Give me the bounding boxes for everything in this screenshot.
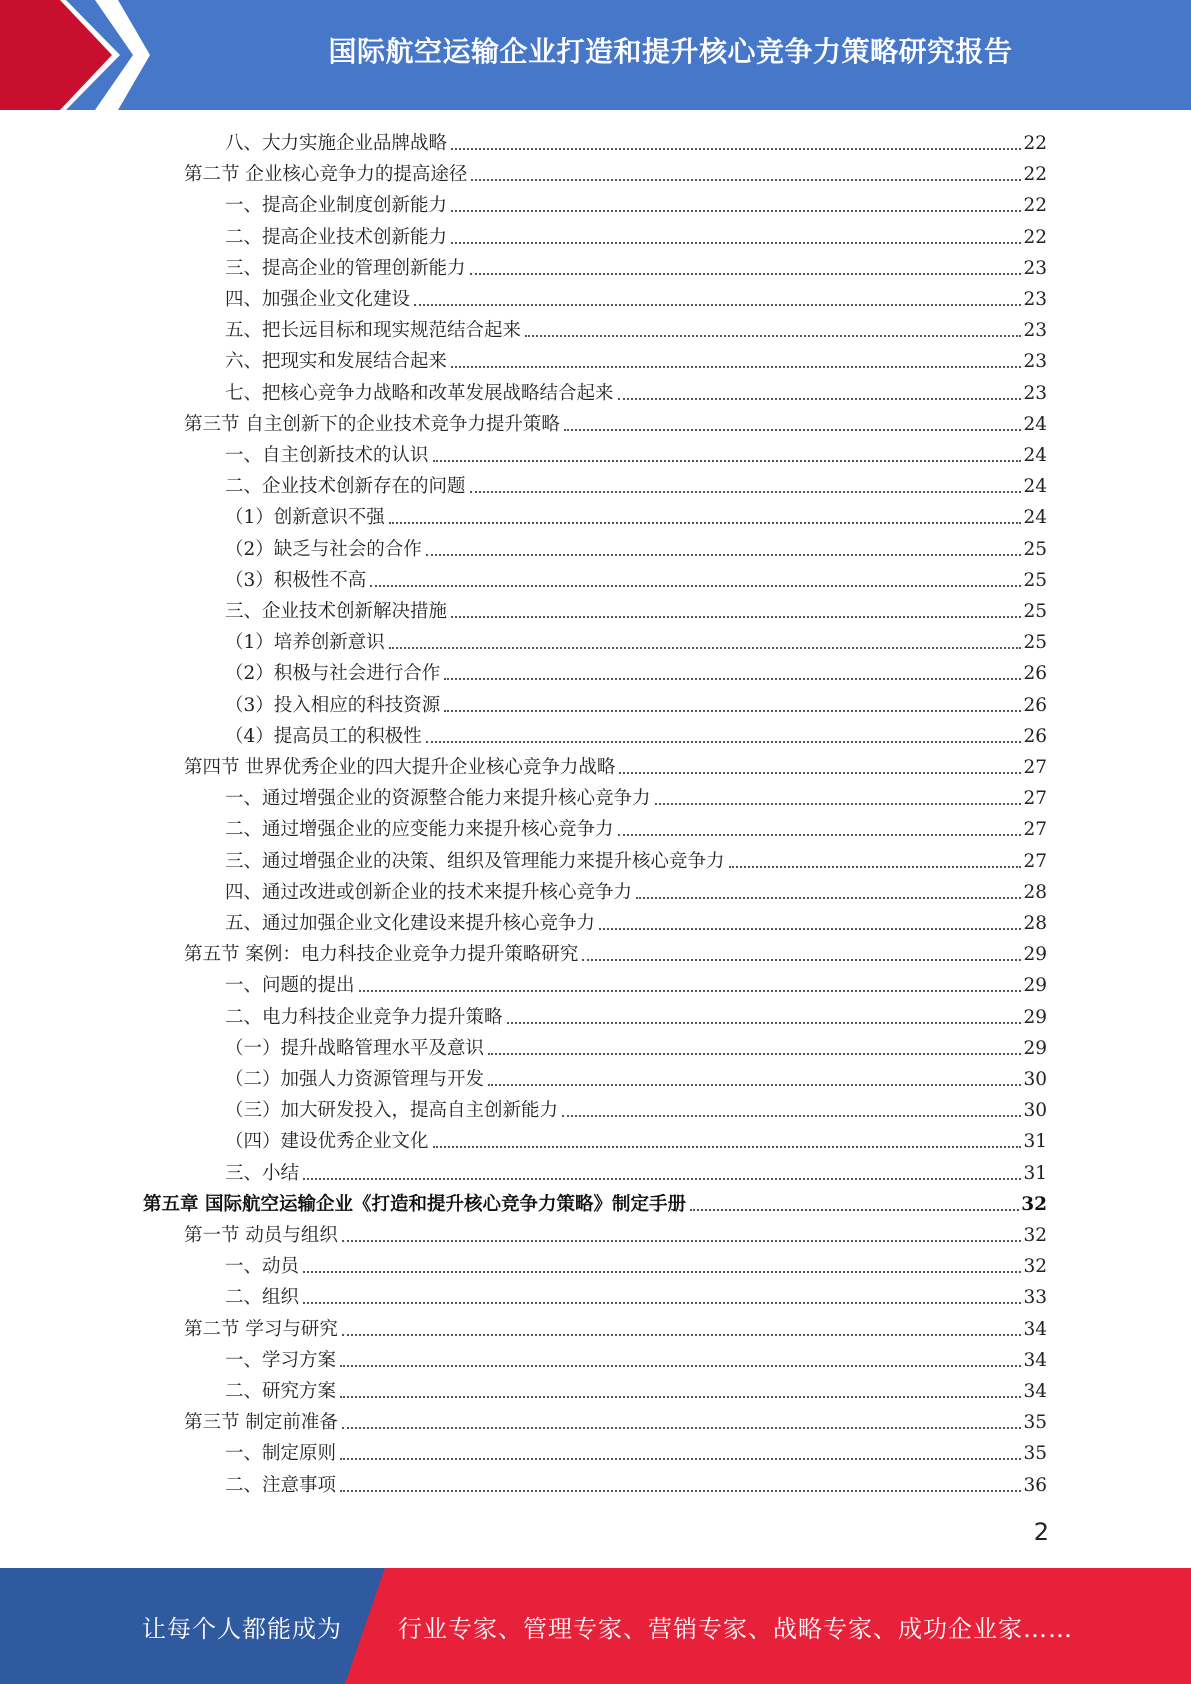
toc-entry-page: 30 <box>1023 1069 1047 1090</box>
toc-entry-page: 28 <box>1023 882 1047 903</box>
toc-subsection-entry[interactable] <box>225 565 1047 596</box>
toc-dot-leader <box>389 647 1022 649</box>
toc-dot-leader <box>525 335 1021 337</box>
toc-entry-page: 35 <box>1023 1443 1047 1464</box>
toc-dot-leader <box>729 866 1022 868</box>
toc-dot-leader <box>303 1271 1021 1273</box>
toc-section-entry[interactable] <box>184 1314 1047 1345</box>
toc-entry-title: 二、电力科技企业竞争力提升策略 <box>225 1007 503 1028</box>
toc-entry-title: （1）培养创新意识 <box>225 632 385 653</box>
toc-dot-leader <box>451 366 1021 368</box>
toc-dot-leader <box>342 1334 1022 1336</box>
toc-entry-page: 23 <box>1023 258 1047 279</box>
toc-entry-title: （1）创新意识不强 <box>225 507 385 528</box>
toc-subsection-entry[interactable] <box>225 440 1047 471</box>
toc-section-entry[interactable] <box>184 752 1047 783</box>
toc-entry-title: 六、把现实和发展结合起来 <box>225 351 448 372</box>
toc-entry-title: 三、企业技术创新解决措施 <box>225 601 448 622</box>
toc-subsection-entry[interactable] <box>225 1251 1047 1282</box>
footer-slogan-left: 让每个人都能成为 <box>142 1614 342 1643</box>
toc-subsection-entry[interactable] <box>225 970 1047 1001</box>
toc-section-entry[interactable] <box>184 409 1047 440</box>
toc-entry-title: 一、通过增强企业的资源整合能力来提升核心竞争力 <box>225 788 651 809</box>
toc-entry-page: 24 <box>1023 414 1047 435</box>
toc-dot-leader <box>507 1022 1022 1024</box>
toc-dot-leader <box>444 678 1021 680</box>
toc-dot-leader <box>359 990 1022 992</box>
toc-subsection-entry[interactable] <box>225 534 1047 565</box>
toc-subsection-entry[interactable] <box>225 1033 1047 1064</box>
toc-entry-page: 34 <box>1023 1381 1047 1402</box>
toc-section-entry[interactable] <box>184 939 1047 970</box>
toc-subsection-entry[interactable] <box>225 315 1047 346</box>
toc-entry-title: 第二节 学习与研究 <box>184 1319 338 1340</box>
toc-dot-leader <box>582 959 1021 961</box>
toc-subsection-entry[interactable] <box>225 1345 1047 1376</box>
toc-entry-title: 一、自主创新技术的认识 <box>225 445 429 466</box>
page-footer <box>0 1568 1191 1684</box>
toc-dot-leader <box>471 179 1021 181</box>
toc-entry-page: 22 <box>1023 133 1047 154</box>
toc-entry-page: 25 <box>1023 601 1047 622</box>
toc-dot-leader <box>433 460 1022 462</box>
toc-subsection-entry[interactable] <box>225 1282 1047 1313</box>
toc-entry-page: 23 <box>1023 320 1047 341</box>
toc-dot-leader <box>599 928 1021 930</box>
toc-dot-leader <box>303 1302 1021 1304</box>
toc-subsection-entry[interactable] <box>225 783 1047 814</box>
toc-entry-title: 三、提高企业的管理创新能力 <box>225 258 466 279</box>
toc-entry-title: 二、通过增强企业的应变能力来提升核心竞争力 <box>225 819 614 840</box>
toc-dot-leader <box>433 1146 1022 1148</box>
toc-entry-title: 二、组织 <box>225 1287 300 1308</box>
toc-dot-leader <box>342 1427 1022 1429</box>
toc-subsection-entry[interactable] <box>225 658 1047 689</box>
toc-entry-title: 一、提高企业制度创新能力 <box>225 195 448 216</box>
toc-entry-title: 第二节 企业核心竞争力的提高途径 <box>184 164 468 185</box>
toc-dot-leader <box>655 803 1022 805</box>
toc-dot-leader <box>389 522 1022 524</box>
toc-dot-leader <box>340 1490 1021 1492</box>
toc-entry-page: 26 <box>1023 663 1047 684</box>
toc-dot-leader <box>451 210 1021 212</box>
toc-entry-title: 四、通过改进或创新企业的技术来提升核心竞争力 <box>225 882 633 903</box>
toc-entry-title: 二、注意事项 <box>225 1475 337 1496</box>
toc-entry-title: 一、学习方案 <box>225 1350 337 1371</box>
toc-subsection-entry[interactable] <box>225 690 1047 721</box>
toc-entry-page: 35 <box>1023 1412 1047 1433</box>
toc-dot-leader <box>451 148 1021 150</box>
toc-subsection-entry[interactable] <box>225 908 1047 939</box>
toc-entry-page: 25 <box>1023 632 1047 653</box>
toc-subsection-entry[interactable] <box>225 346 1047 377</box>
toc-entry-title: 第三节 制定前准备 <box>184 1412 338 1433</box>
toc-dot-leader <box>303 1178 1021 1180</box>
toc-subsection-entry[interactable] <box>225 627 1047 658</box>
toc-subsection-entry[interactable] <box>225 128 1047 159</box>
toc-dot-leader <box>370 585 1021 587</box>
page-number: 2 <box>1033 1518 1049 1546</box>
page-header <box>0 0 1191 110</box>
toc-entry-title: （3）投入相应的科技资源 <box>225 695 441 716</box>
toc-entry-page: 25 <box>1023 570 1047 591</box>
document-title: 国际航空运输企业打造和提升核心竞争力策略研究报告 <box>328 35 1013 68</box>
toc-subsection-entry[interactable] <box>225 596 1047 627</box>
toc-dot-leader <box>470 273 1022 275</box>
toc-subsection-entry[interactable] <box>225 721 1047 752</box>
toc-entry-page: 29 <box>1023 975 1047 996</box>
toc-entry-title: 三、小结 <box>225 1163 300 1184</box>
toc-section-entry[interactable] <box>184 159 1047 190</box>
toc-dot-leader <box>414 304 1021 306</box>
toc-chapter-entry[interactable] <box>143 1189 1047 1220</box>
toc-entry-page: 29 <box>1023 1038 1047 1059</box>
toc-entry-title: （4）提高员工的积极性 <box>225 726 422 747</box>
toc-entry-title: 一、制定原则 <box>225 1443 337 1464</box>
toc-entry-title: （2）积极与社会进行合作 <box>225 663 441 684</box>
toc-section-entry[interactable] <box>184 1407 1047 1438</box>
toc-entry-page: 27 <box>1023 819 1047 840</box>
toc-entry-title: （四）建设优秀企业文化 <box>225 1131 429 1152</box>
toc-dot-leader <box>636 897 1021 899</box>
toc-entry-page: 22 <box>1023 164 1047 185</box>
toc-entry-title: 第一节 动员与组织 <box>184 1225 338 1246</box>
toc-entry-page: 32 <box>1023 1225 1047 1246</box>
toc-subsection-entry[interactable] <box>225 814 1047 845</box>
toc-entry-title: 一、问题的提出 <box>225 975 355 996</box>
toc-entry-page: 24 <box>1023 507 1047 528</box>
toc-dot-leader <box>426 554 1022 556</box>
toc-dot-leader <box>340 1396 1021 1398</box>
toc-subsection-entry[interactable] <box>225 502 1047 533</box>
toc-subsection-entry[interactable] <box>225 1002 1047 1033</box>
toc-dot-leader <box>340 1365 1021 1367</box>
toc-entry-title: 第五节 案例：电力科技企业竞争力提升策略研究 <box>184 944 579 965</box>
toc-subsection-entry[interactable] <box>225 222 1047 253</box>
toc-entry-title: 三、通过增强企业的决策、组织及管理能力来提升核心竞争力 <box>225 851 725 872</box>
toc-entry-title: 二、研究方案 <box>225 1381 337 1402</box>
toc-entry-page: 32 <box>1023 1256 1047 1277</box>
toc-entry-page: 31 <box>1023 1163 1047 1184</box>
toc-dot-leader <box>470 491 1022 493</box>
toc-subsection-entry[interactable] <box>225 1158 1047 1189</box>
toc-entry-page: 22 <box>1023 195 1047 216</box>
toc-entry-page: 23 <box>1023 383 1047 404</box>
toc-subsection-entry[interactable] <box>225 253 1047 284</box>
toc-dot-leader <box>451 616 1021 618</box>
toc-dot-leader <box>564 429 1022 431</box>
toc-subsection-entry[interactable] <box>225 1376 1047 1407</box>
toc-entry-page: 33 <box>1023 1287 1047 1308</box>
toc-entry-page: 22 <box>1023 227 1047 248</box>
toc-dot-leader <box>426 741 1022 743</box>
toc-entry-page: 29 <box>1023 1007 1047 1028</box>
toc-entry-title: （3）积极性不高 <box>225 570 367 591</box>
toc-subsection-entry[interactable] <box>225 1470 1047 1501</box>
toc-entry-title: 第四节 世界优秀企业的四大提升企业核心竞争力战略 <box>184 757 616 778</box>
toc-entry-title: 第三节 自主创新下的企业技术竞争力提升策略 <box>184 414 560 435</box>
toc-entry-page: 27 <box>1023 757 1047 778</box>
toc-entry-title: 八、大力实施企业品牌战略 <box>225 133 448 154</box>
toc-section-entry[interactable] <box>184 1220 1047 1251</box>
toc-entry-page: 29 <box>1023 944 1047 965</box>
toc-subsection-entry[interactable] <box>225 284 1047 315</box>
toc-entry-title: （二）加强人力资源管理与开发 <box>225 1069 485 1090</box>
toc-entry-page: 23 <box>1023 351 1047 372</box>
toc-entry-page: 27 <box>1023 851 1047 872</box>
toc-entry-title: 五、通过加强企业文化建设来提升核心竞争力 <box>225 913 596 934</box>
toc-dot-leader <box>488 1053 1021 1055</box>
toc-entry-page: 26 <box>1023 726 1047 747</box>
toc-entry-page: 24 <box>1023 476 1047 497</box>
footer-slogan-right: 行业专家、管理专家、营销专家、战略专家、成功企业家…… <box>398 1614 1073 1643</box>
toc-subsection-entry[interactable] <box>225 378 1047 409</box>
toc-entry-page: 34 <box>1023 1350 1047 1371</box>
toc-subsection-entry[interactable] <box>225 1126 1047 1157</box>
toc-subsection-entry[interactable] <box>225 1095 1047 1126</box>
toc-entry-page: 26 <box>1023 695 1047 716</box>
toc-dot-leader <box>340 1458 1021 1460</box>
toc-dot-leader <box>618 834 1022 836</box>
toc-entry-title: 七、把核心竞争力战略和改革发展战略结合起来 <box>225 383 614 404</box>
toc-dot-leader <box>619 772 1021 774</box>
toc-entry-page: 27 <box>1023 788 1047 809</box>
toc-entry-title: 二、企业技术创新存在的问题 <box>225 476 466 497</box>
toc-entry-title: （2）缺乏与社会的合作 <box>225 539 422 560</box>
toc-entry-page: 23 <box>1023 289 1047 310</box>
toc-dot-leader <box>451 242 1021 244</box>
toc-dot-leader <box>342 1240 1022 1242</box>
toc-subsection-entry[interactable] <box>225 877 1047 908</box>
toc-dot-leader <box>690 1209 1019 1211</box>
toc-entry-page: 31 <box>1023 1131 1047 1152</box>
toc-subsection-entry[interactable] <box>225 1438 1047 1469</box>
toc-dot-leader <box>444 710 1021 712</box>
toc-entry-title: （一）提升战略管理水平及意识 <box>225 1038 485 1059</box>
toc-entry-title: 四、加强企业文化建设 <box>225 289 411 310</box>
toc-entry-page: 36 <box>1023 1475 1047 1496</box>
toc-entry-page: 32 <box>1021 1194 1047 1215</box>
toc-subsection-entry[interactable] <box>225 1064 1047 1095</box>
toc-subsection-entry[interactable] <box>225 471 1047 502</box>
toc-entry-title: 二、提高企业技术创新能力 <box>225 227 448 248</box>
toc-entry-title: （三）加大研发投入，提高自主创新能力 <box>225 1100 559 1121</box>
toc-dot-leader <box>562 1115 1021 1117</box>
toc-entry-title: 五、把长远目标和现实规范结合起来 <box>225 320 522 341</box>
toc-entry-title: 一、动员 <box>225 1256 300 1277</box>
toc-dot-leader <box>618 398 1022 400</box>
toc-entry-page: 34 <box>1023 1319 1047 1340</box>
toc-entry-page: 24 <box>1023 445 1047 466</box>
toc-dot-leader <box>488 1084 1021 1086</box>
toc-subsection-entry[interactable] <box>225 846 1047 877</box>
toc-entry-page: 25 <box>1023 539 1047 560</box>
toc-subsection-entry[interactable] <box>225 190 1047 221</box>
toc-entry-page: 30 <box>1023 1100 1047 1121</box>
toc-entry-page: 28 <box>1023 913 1047 934</box>
toc-entry-title: 第五章 国际航空运输企业《打造和提升核心竞争力策略》制定手册 <box>143 1194 686 1215</box>
